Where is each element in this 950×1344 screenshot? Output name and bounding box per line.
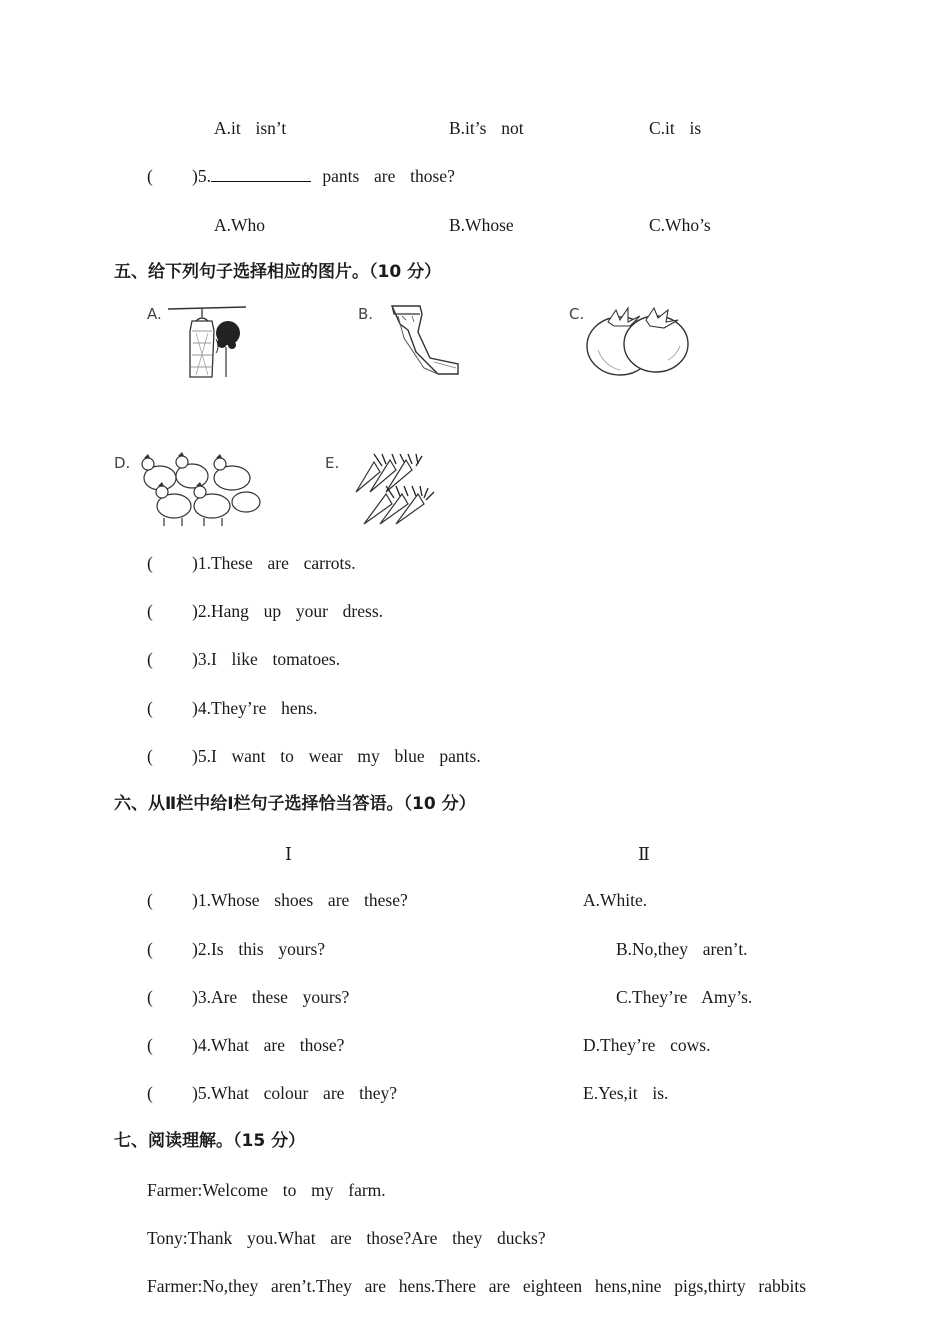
s5-item1-paren: (: [147, 553, 153, 573]
q4-item5: [192, 165, 455, 187]
answer-blank: [211, 167, 311, 182]
column-1-heading: Ⅰ: [285, 844, 292, 864]
q4-item5-num: )5.: [192, 166, 211, 186]
s6-a3: C.They’re Amy’s.: [616, 987, 753, 1007]
picture-a-label: A.: [147, 305, 162, 323]
section5-title: 五、给下列句子选择相应的图片。（10 分）: [114, 262, 442, 282]
column-2-heading: Ⅱ: [638, 844, 650, 864]
q4-item4-option-b: B.it’s not: [449, 118, 524, 138]
reading-line-1: Farmer:Welcome to my farm.: [147, 1180, 386, 1200]
s6-q1: )1.Whose shoes are these?: [192, 890, 408, 910]
carrots-icon: [346, 452, 442, 532]
q4-item5-option-a: A.Who: [214, 215, 266, 235]
s6-q5: )5.What colour are they?: [192, 1083, 398, 1103]
s5-item4-paren: (: [147, 698, 153, 718]
s5-item2: )2.Hang up your dress.: [192, 601, 384, 621]
dress-on-hanger-icon: [168, 303, 248, 379]
s5-item5: )5.I want to wear my blue pants.: [192, 746, 481, 766]
s5-item2-paren: (: [147, 601, 153, 621]
s5-item1: )1.These are carrots.: [192, 553, 356, 573]
q4-item4-option-c: C.it is: [649, 118, 702, 138]
s6-a4: D.They’re cows.: [583, 1035, 711, 1055]
hens-icon: [138, 450, 268, 530]
s6-q1-paren: (: [147, 890, 153, 910]
s6-q4-paren: (: [147, 1035, 153, 1055]
picture-c-label: C.: [569, 305, 585, 323]
q4-item5-option-b: B.Whose: [449, 215, 514, 235]
pants-icon: [384, 302, 464, 378]
q4-item5-stem: pants are those?: [322, 166, 455, 186]
q4-item4-option-a: A.it isn’t: [214, 118, 287, 138]
s6-a5: E.Yes,it is.: [583, 1083, 669, 1103]
picture-e-label: E.: [325, 454, 340, 472]
picture-b-label: B.: [358, 305, 374, 323]
s6-a1: A.White.: [583, 890, 648, 910]
reading-line-2: Tony:Thank you.What are those?Are they ducks?: [147, 1228, 546, 1248]
section7-title: 七、阅读理解。（15 分）: [114, 1131, 306, 1151]
s6-q4: )4.What are those?: [192, 1035, 345, 1055]
q4-item5-option-c: C.Who’s: [649, 215, 711, 235]
s6-a2: B.No,they aren’t.: [616, 939, 748, 959]
s6-q2: )2.Is this yours?: [192, 939, 326, 959]
s5-item5-paren: (: [147, 746, 153, 766]
s6-q2-paren: (: [147, 939, 153, 959]
picture-d-label: D.: [114, 454, 131, 472]
s6-q3: )3.Are these yours?: [192, 987, 350, 1007]
tomatoes-icon: [584, 300, 694, 380]
q4-item5-paren: (: [147, 166, 153, 186]
s5-item3: )3.I like tomatoes.: [192, 649, 341, 669]
s6-q3-paren: (: [147, 987, 153, 1007]
s6-q5-paren: (: [147, 1083, 153, 1103]
reading-line-3: Farmer:No,they aren’t.They are hens.There are eighteen hens,nine pigs,thirty rabbits: [147, 1276, 807, 1296]
section6-title: 六、从Ⅱ栏中给Ⅰ栏句子选择恰当答语。（10 分）: [114, 794, 476, 814]
s5-item4: )4.They’re hens.: [192, 698, 318, 718]
s5-item3-paren: (: [147, 649, 153, 669]
